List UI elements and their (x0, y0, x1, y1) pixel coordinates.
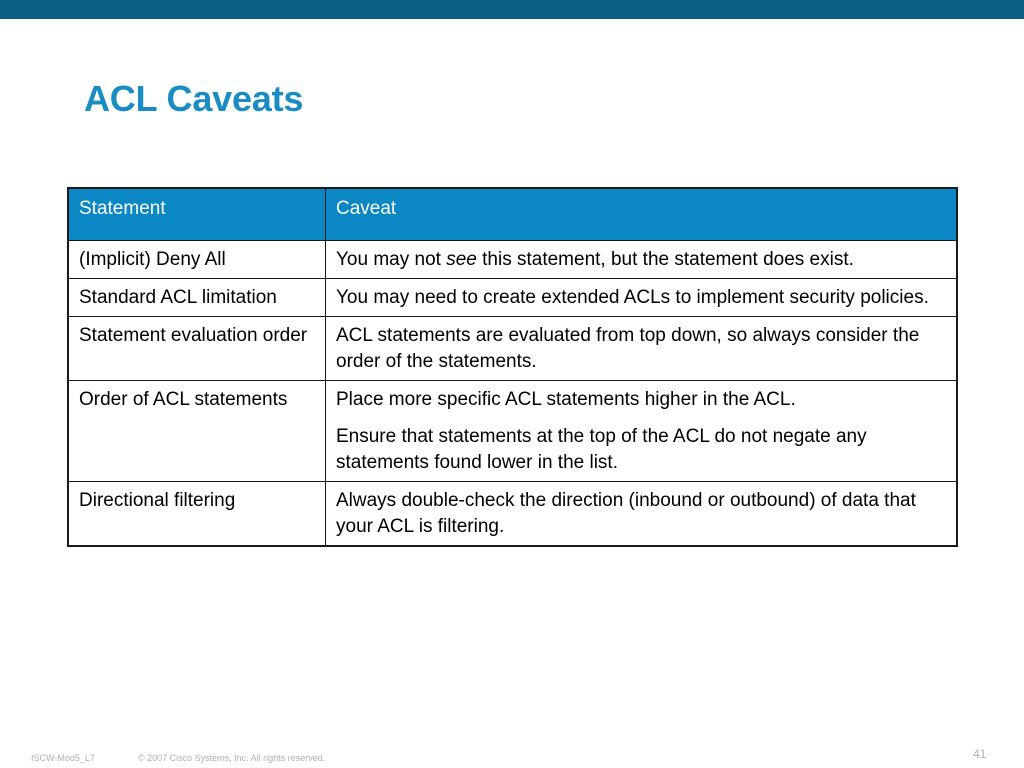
caveat-cell (326, 381, 958, 482)
statement-cell: (Implicit) Deny All (68, 241, 326, 279)
footer-course-id: ISCW-Mod5_L7 (31, 753, 95, 763)
caveat-cell: ACL statements are evaluated from top down, so always consider the order of the statements. (326, 317, 958, 381)
slide-title: ACL Caveats (84, 78, 304, 119)
header-caveat: Caveat (326, 188, 958, 241)
statement-cell: Directional filtering (68, 482, 326, 547)
table-row (68, 241, 957, 279)
caveats-table (67, 187, 958, 547)
table-row (68, 317, 957, 381)
header-statement: Statement (68, 188, 326, 241)
table-row (68, 482, 957, 547)
table-header-row (68, 188, 957, 241)
top-accent-band (0, 0, 1024, 19)
caveat-emphasis: see (446, 249, 477, 270)
statement-cell: Statement evaluation order (68, 317, 326, 381)
caveat-text: You may not (336, 249, 447, 270)
footer-copyright: © 2007 Cisco Systems, Inc. All rights reserved. (138, 753, 326, 763)
caveat-cell: Always double-check the direction (inbound or outbound) of data that your ACL is filtering. (326, 482, 958, 547)
caveat-cell: You may need to create extended ACLs to implement security policies. (326, 279, 958, 317)
statement-cell: Standard ACL limitation (68, 279, 326, 317)
statement-cell: Order of ACL statements (68, 381, 326, 482)
table-row (68, 279, 957, 317)
caveat-text: this statement, but the statement does exist. (476, 249, 854, 270)
table-row (68, 381, 957, 482)
caveat-paragraph: Ensure that statements at the top of the ACL do not negate any statements found lower in the list. (336, 426, 867, 473)
page-number: 41 (973, 747, 987, 761)
caveat-cell (326, 241, 958, 279)
caveat-paragraph: Place more specific ACL statements higher in the ACL. (336, 389, 796, 410)
